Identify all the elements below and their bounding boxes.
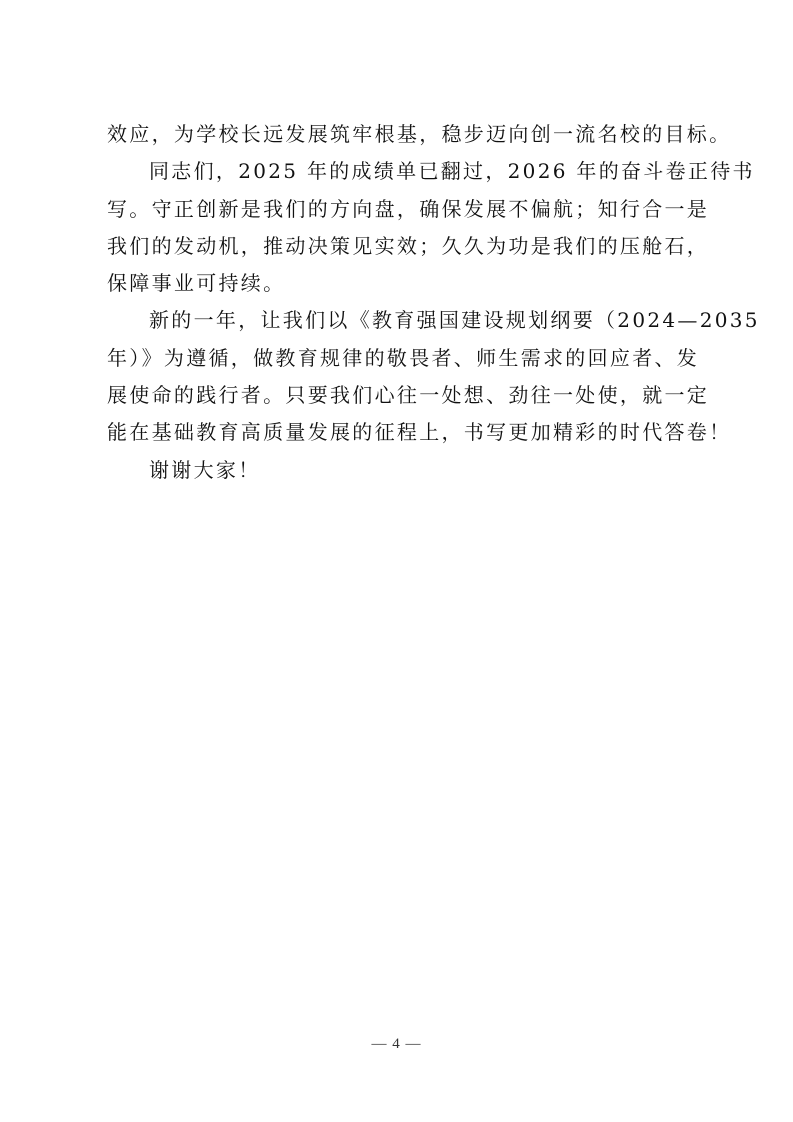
text-line: 能在基础教育高质量发展的征程上，书写更加精彩的时代答卷！ — [107, 420, 732, 445]
text-line: 年）》为遵循，做教育规律的敬畏者、师生需求的回应者、发 — [107, 345, 700, 370]
document-body — [107, 116, 760, 489]
text-line: 效应，为学校长远发展筑牢根基，稳步迈向创一流名校的目标。 — [107, 122, 732, 146]
paragraph-1 — [107, 116, 732, 153]
text-line: 写。守正创新是我们的方向盘，确保发展不偏航；知行合一是 — [107, 196, 710, 221]
text-line: 同志们，2025 年的成绩单已翻过，2026 年的奋斗卷正待书 — [149, 159, 755, 184]
paragraph-3 — [107, 302, 760, 451]
text-line: 保障事业可持续。 — [107, 271, 286, 296]
text-line: 展使命的践行者。只要我们心往一处想、劲往一处使，就一定 — [107, 383, 710, 408]
paragraph-2 — [107, 153, 755, 302]
text-line: 谢谢大家！ — [149, 457, 261, 482]
page-number: — 4 — — [371, 1036, 422, 1052]
text-line: 我们的发动机，推动决策见实效；久久为功是我们的压舱石， — [107, 233, 710, 258]
text-line: 新的一年，让我们以《教育强国建设规划纲要（2024—2035 — [149, 308, 760, 333]
paragraph-4 — [107, 452, 690, 489]
